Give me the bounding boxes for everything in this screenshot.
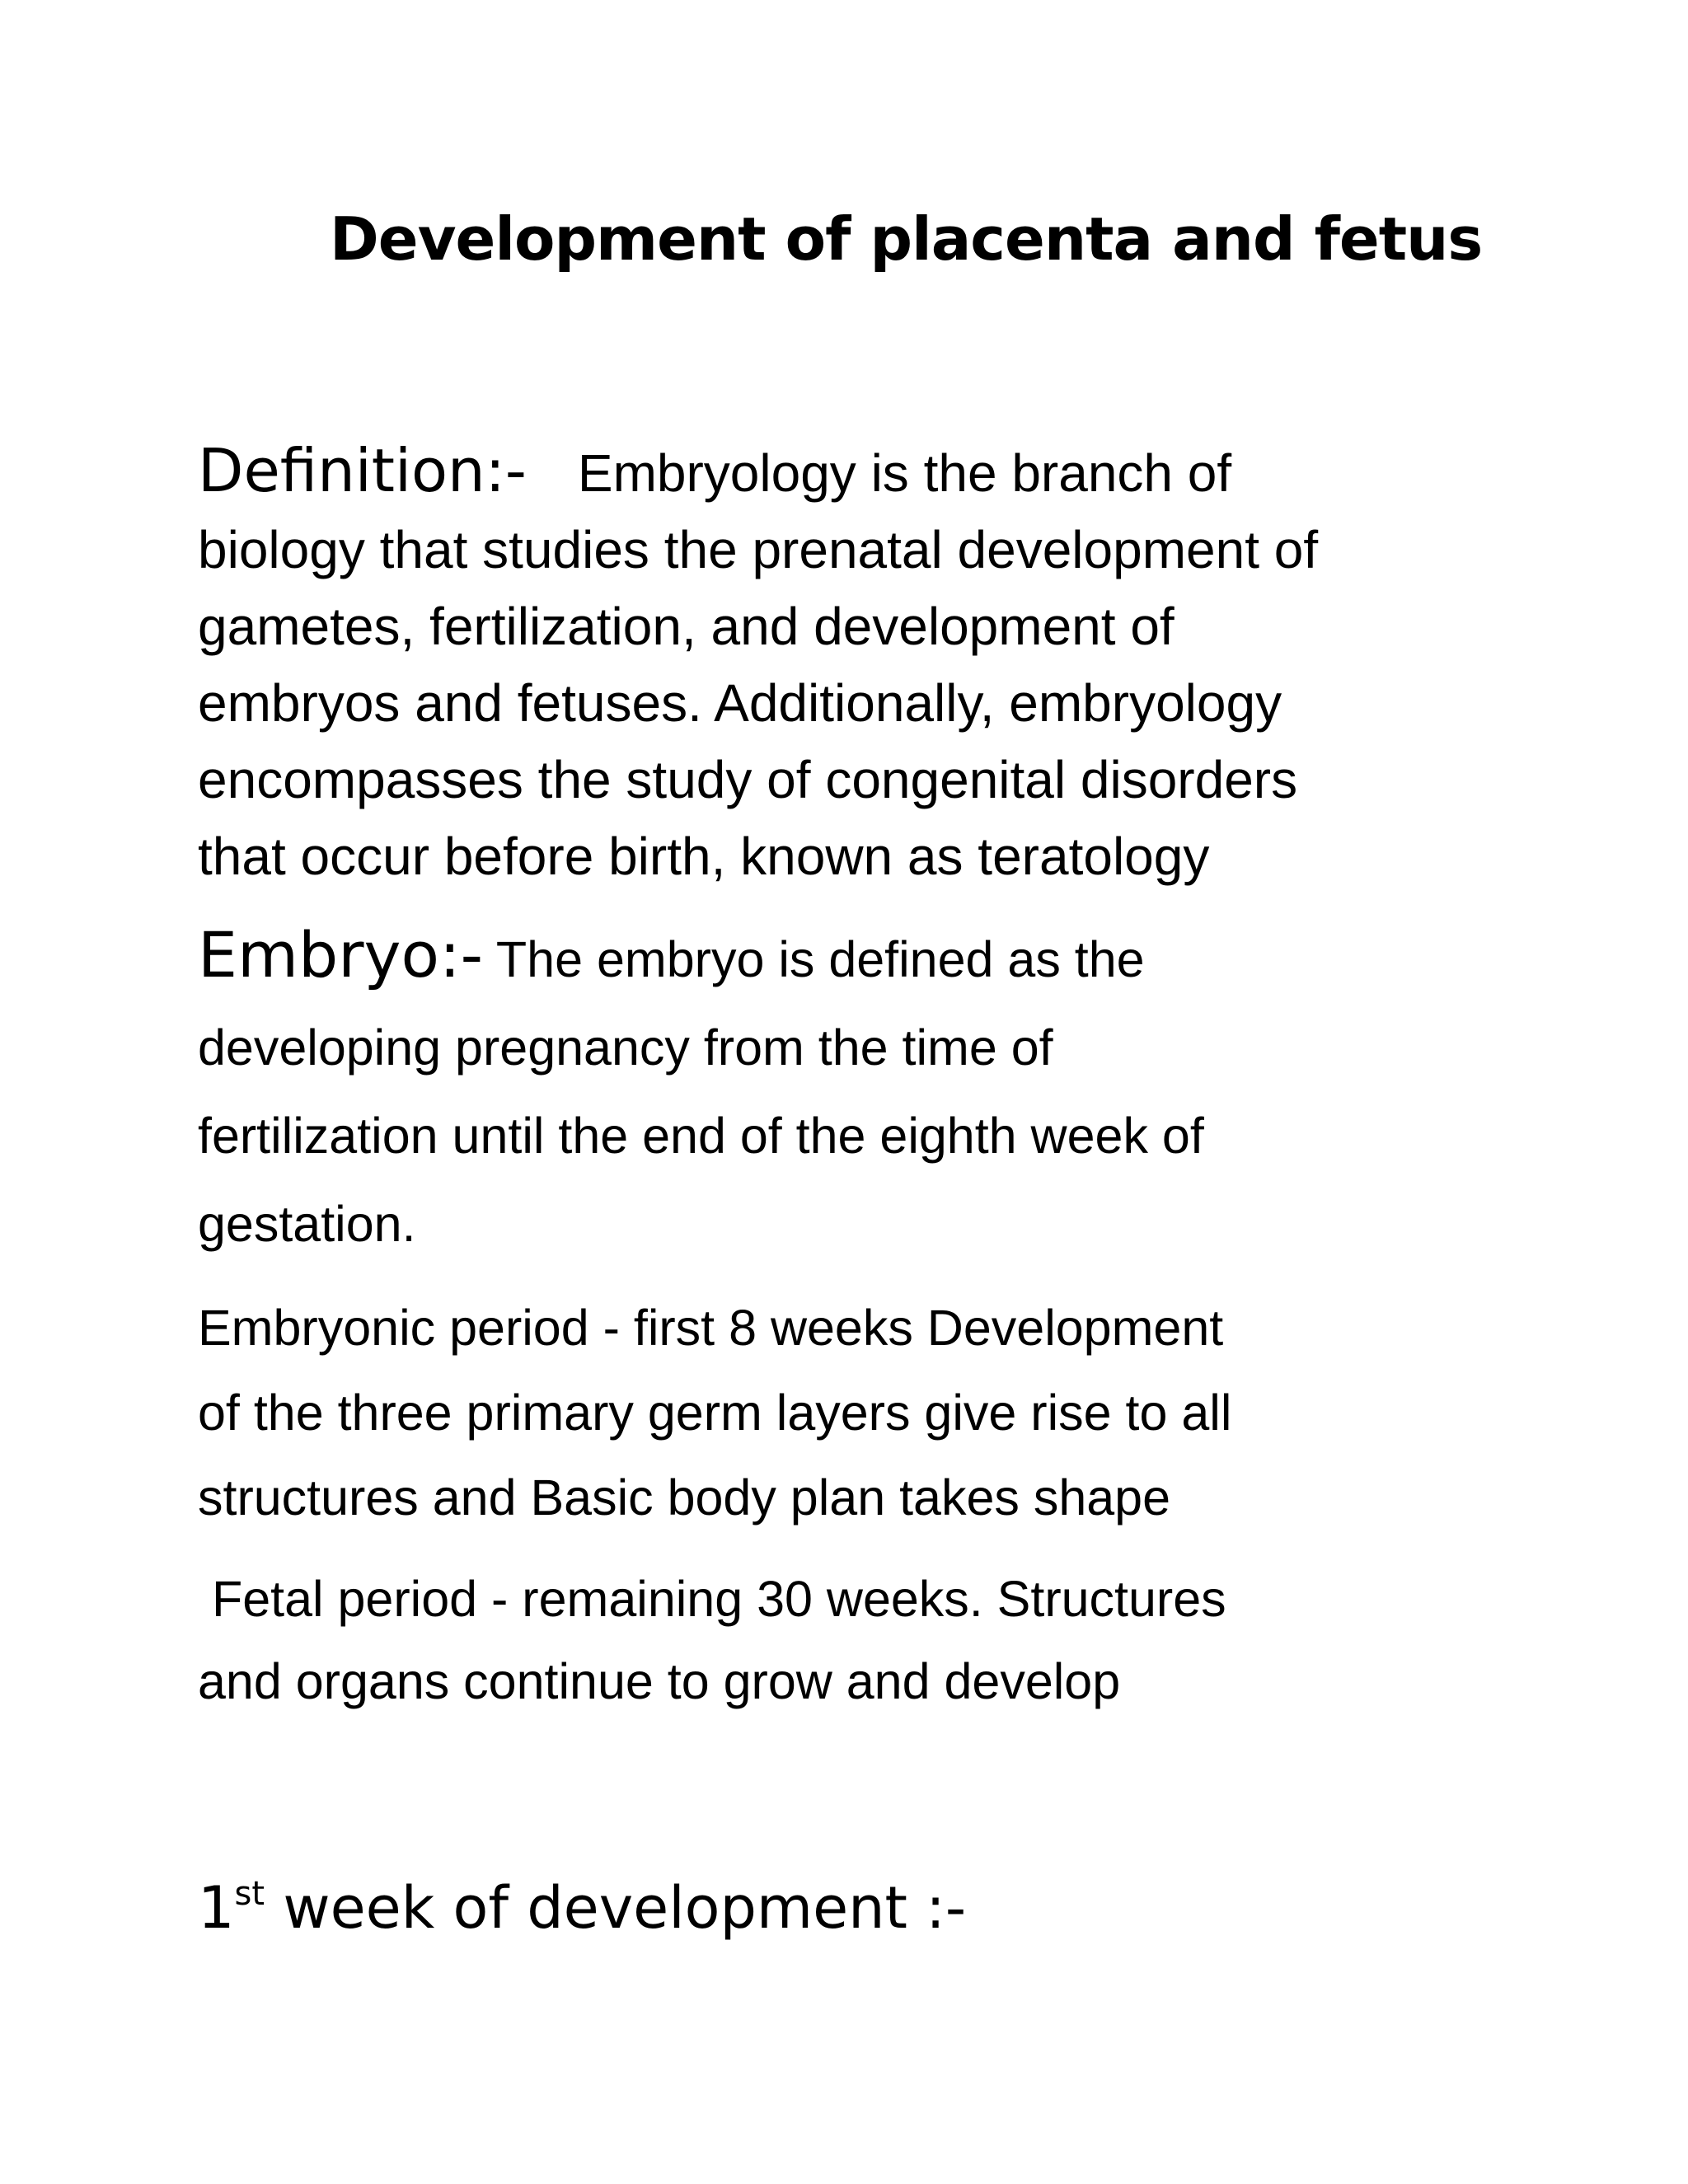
embryonic-period-line: Embryonic period - first 8 weeks Development	[198, 1300, 1224, 1356]
definition-text-line: gametes, fertilization, and development of	[198, 597, 1175, 656]
fetal-period-line: Fetal period - remaining 30 weeks. Structures	[198, 1571, 1226, 1627]
page-title: Development of placenta and fetus	[330, 204, 1483, 274]
embryo-first-line	[198, 911, 1517, 1004]
definition-first-line	[198, 433, 1517, 512]
embryo-paragraph	[198, 911, 1517, 1268]
definition-text-line: that occur before birth, known as teratology	[198, 827, 1210, 886]
embryo-text-line: fertilization until the end of the eighth week of	[198, 1108, 1204, 1164]
definition-label: Definition:-	[198, 436, 527, 505]
definition-text-line: encompasses the study of congenital disorders	[198, 750, 1298, 809]
week-number: 1	[198, 1874, 235, 1942]
embryo-text-line: developing pregnancy from the time of	[198, 1019, 1053, 1076]
embryonic-period-paragraph	[198, 1286, 1517, 1540]
fetal-period-line: and organs continue to grow and develop	[198, 1653, 1121, 1709]
definition-paragraph	[198, 433, 1517, 895]
embryonic-period-line: of the three primary germ layers give rise to all	[198, 1385, 1232, 1441]
week-heading	[198, 1867, 966, 1949]
fetal-period-paragraph	[198, 1558, 1517, 1722]
embryo-text-line: gestation.	[198, 1196, 416, 1252]
definition-text-line: embryos and fetuses. Additionally, embryology	[198, 673, 1282, 733]
definition-text-line: biology that studies the prenatal development of	[198, 520, 1319, 579]
definition-text-line: Embryology is the branch of	[577, 443, 1232, 503]
embryo-label: Embryo:-	[198, 918, 484, 991]
embryonic-period-line: structures and Basic body plan takes shape	[198, 1469, 1171, 1526]
embryo-text-line: The embryo is defined as the	[495, 931, 1145, 987]
week-heading-text: week of development :-	[265, 1874, 967, 1942]
week-ordinal-suffix: st	[234, 1875, 265, 1913]
